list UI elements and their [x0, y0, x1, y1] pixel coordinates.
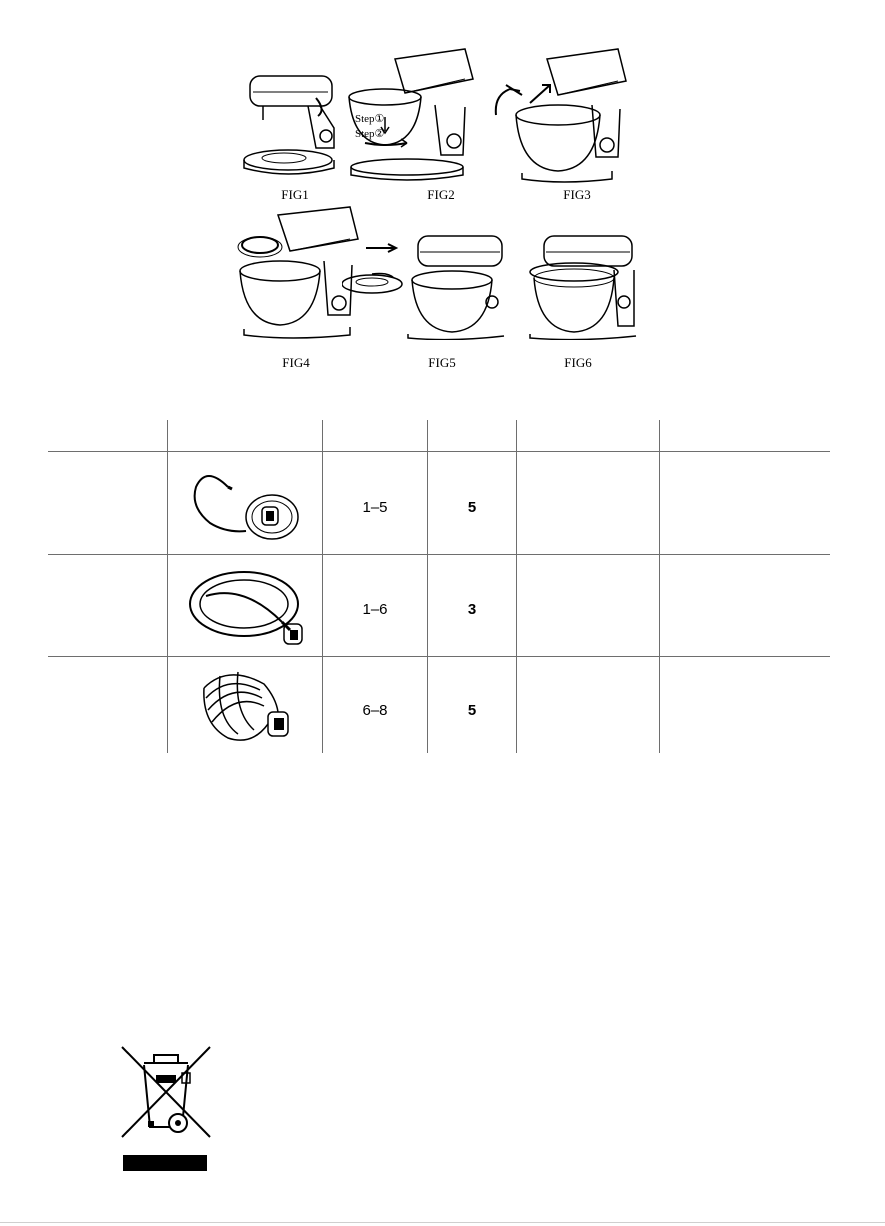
figure-6	[520, 230, 640, 340]
mixer-assembled-icon	[520, 230, 640, 340]
splash-guard-fit-icon	[342, 230, 507, 340]
page-bottom-rule	[0, 1222, 885, 1223]
step-1-label: Step①	[355, 113, 385, 125]
dough-hook-icon	[186, 467, 304, 545]
fig4-caption: FIG4	[282, 355, 310, 370]
figure-5	[342, 230, 507, 340]
fig6-caption: FIG6	[564, 355, 592, 370]
figure-1	[238, 68, 348, 183]
bowl-attach-icon	[345, 45, 475, 185]
time-cell: 3	[467, 601, 477, 618]
fig1-caption: FIG1	[281, 187, 309, 202]
figure-3	[492, 45, 627, 185]
fig3-caption: FIG3	[563, 187, 591, 202]
speed-cell: 1–6	[362, 601, 388, 618]
attachment-speed-table	[48, 420, 830, 753]
attachment-insert-icon	[492, 45, 627, 185]
table-column-divider	[167, 420, 168, 753]
time-cell: 5	[467, 702, 477, 719]
table-row-divider	[48, 656, 830, 657]
speed-cell: 6–8	[362, 702, 388, 719]
fig5-caption: FIG5	[428, 355, 456, 370]
crossed-out-wheelie-bin-icon	[118, 1045, 214, 1141]
flat-beater-icon	[186, 566, 308, 650]
attachment-lock-icon	[230, 205, 360, 340]
step-2-label: Step②	[355, 128, 385, 140]
whisk-icon	[198, 668, 298, 748]
fig2-caption: FIG2	[427, 187, 455, 202]
table-row-divider	[48, 554, 830, 555]
time-cell: 5	[467, 499, 477, 516]
mixer-head-up-icon	[238, 68, 348, 183]
table-row-divider	[48, 451, 830, 452]
speed-cell: 1–5	[362, 499, 388, 516]
figure-2	[345, 45, 475, 185]
weee-underline-bar	[123, 1155, 207, 1171]
table-column-divider	[659, 420, 660, 753]
figure-4	[230, 205, 360, 340]
table-column-divider	[322, 420, 323, 753]
